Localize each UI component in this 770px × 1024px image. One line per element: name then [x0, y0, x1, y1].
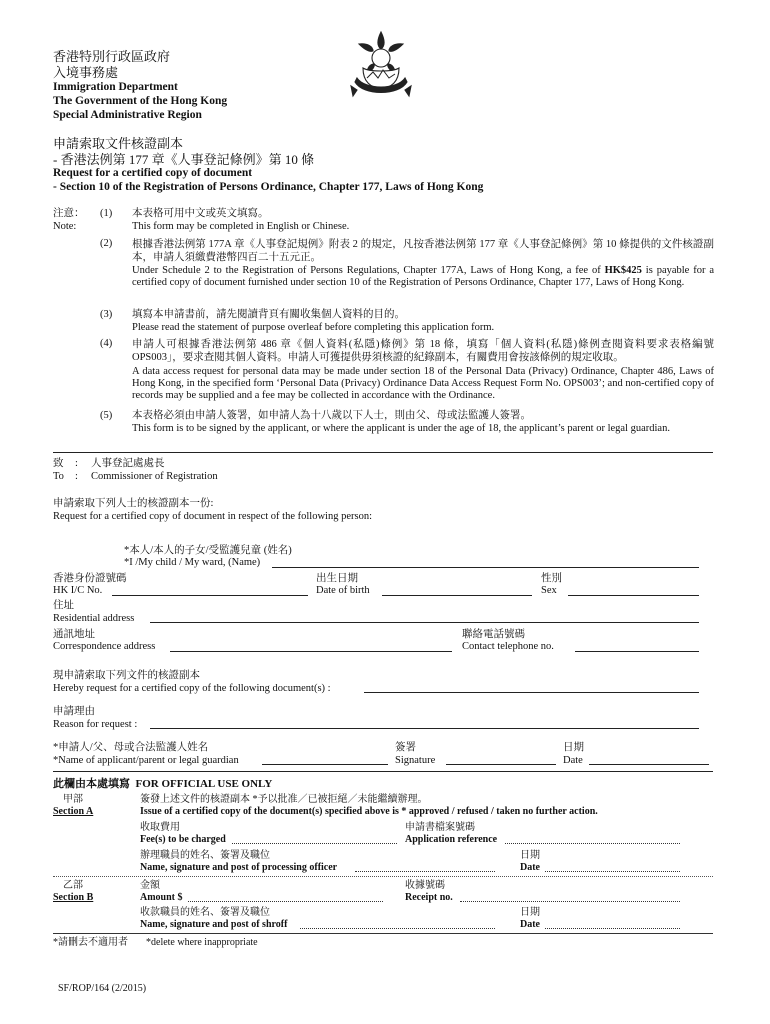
to-zh: 人事登記處處長 — [91, 458, 165, 469]
correspondence-address-field[interactable] — [170, 651, 452, 652]
signature-label-zh: 簽署 — [395, 742, 416, 753]
to-en: Commissioner of Registration — [91, 471, 218, 482]
date-field[interactable] — [589, 764, 709, 765]
receipt-label-en: Receipt no. — [405, 892, 453, 903]
documents-label-en: Hereby request for a certified copy of the following document(s) : — [53, 683, 331, 694]
request-zh: 申請索取下列人士的核證副本一份: — [53, 498, 214, 509]
section-b-zh: 乙部 — [63, 880, 83, 891]
residential-label-zh: 住址 — [53, 600, 74, 611]
officer-field[interactable] — [355, 871, 495, 872]
shroff-label-zh: 收款職員的姓名、簽署及職位 — [140, 907, 270, 918]
note-2-en-text-end: is payable for a certified copy of document furnished under section 10 of the Registration of Persons Ordinance, Chapter 177, Laws of Hong Kong. — [132, 265, 715, 288]
note-4-en: A data access request for personal data may be made under section 18 of the Personal Data (Privacy) Ordinance, Chapter 486, Laws of Hong Kong, in the specified form ‘Personal Data (Privacy) Ordinance Data Access Request Form No. OPS003’; and non-certified copy of records may be supplied and a fee may be collected in accordance with the Ordinance. — [132, 366, 714, 401]
footnote-en: *delete where inappropriate — [146, 937, 258, 948]
date-label-en: Date — [563, 755, 583, 766]
section-divider — [53, 876, 713, 877]
divider — [53, 771, 713, 772]
to-colon: : — [75, 458, 78, 469]
receipt-field[interactable] — [460, 901, 680, 902]
title-en-2: - Section 10 of the Registration of Persons Ordinance, Chapter 177, Laws of Hong Kong — [53, 181, 484, 193]
officer-label-en: Name, signature and post of processing officer — [140, 862, 338, 873]
note-number: (4) — [100, 338, 113, 349]
receipt-label-zh: 收據號碼 — [405, 880, 445, 891]
note-2-zh: 根據香港法例第 177A 章《人事登記規例》附表 2 的規定，凡按香港法例第 177 章《人事登記條例》第 10 條提供的文件核證副本，申請人須繳費港幣四百二十五元正。 — [132, 239, 714, 263]
correspondence-label-zh: 通訊地址 — [53, 629, 95, 640]
officer-label-zh: 辦理職員的姓名、簽署及職位 — [140, 850, 270, 861]
footnote-zh: *請刪去不適用者 — [53, 937, 128, 948]
app-ref-label-zh: 申請書檔案號碼 — [405, 822, 475, 833]
app-ref-label-en: Application reference — [405, 834, 498, 845]
applicant-label-zh: *申請人/父、母或合法監護人姓名 — [53, 742, 209, 753]
note-number: (5) — [100, 410, 113, 421]
date-a-label-en: Date — [520, 862, 540, 873]
fee-label-en: Fee(s) to be charged — [140, 834, 226, 845]
dept-name-en-2: The Government of the Hong Kong — [53, 95, 228, 107]
title-en-1: Request for a certified copy of document — [53, 167, 253, 179]
divider — [53, 452, 713, 453]
official-use-title — [53, 778, 272, 790]
date-b-label-en: Date — [520, 919, 540, 930]
divider — [53, 933, 713, 934]
documents-label-zh: 現申請索取下列文件的核證副本 — [53, 670, 200, 681]
request-en: Request for a certified copy of document in respect of the following person: — [53, 511, 372, 522]
note-number: (1) — [100, 208, 113, 219]
sex-label-zh: 性別 — [541, 573, 562, 584]
hkic-field[interactable] — [112, 595, 308, 596]
date-b-label-zh: 日期 — [520, 907, 540, 918]
signature-field[interactable] — [446, 764, 556, 765]
note-number: (3) — [100, 309, 113, 320]
amount-label-zh: 金額 — [140, 880, 160, 891]
app-ref-field[interactable] — [505, 843, 680, 844]
amount-field[interactable] — [188, 901, 383, 902]
to-colon: : — [75, 471, 78, 482]
sex-label-en: Sex — [541, 585, 557, 596]
fee-field[interactable] — [232, 843, 397, 844]
fee-amount: HK$425 — [604, 265, 642, 276]
correspondence-label-en: Correspondence address — [53, 641, 156, 652]
note-2-en-text: Under Schedule 2 to the Registration of Persons Regulations, Chapter 177A, Laws of Hong Kong, a fee of — [132, 265, 605, 276]
issue-zh: 簽發上述文件的核證副本 *予以批准／已被拒絕／未能繼續辦理。 — [140, 794, 428, 805]
hkic-label-zh: 香港身份證號碼 — [53, 573, 127, 584]
reason-label-zh: 申請理由 — [53, 706, 95, 717]
note-1-en: This form may be completed in English or Chinese. — [132, 221, 350, 232]
telephone-field[interactable] — [575, 651, 699, 652]
note-5-en: This form is to be signed by the applicant, or where the applicant is under the age of 18, the applicant’s parent or legal guardian. — [132, 423, 670, 434]
to-label-en: To — [53, 471, 64, 482]
telephone-label-zh: 聯絡電話號碼 — [462, 629, 525, 640]
date-a-label-zh: 日期 — [520, 850, 540, 861]
telephone-label-en: Contact telephone no. — [462, 641, 554, 652]
applicant-name-field[interactable] — [262, 764, 388, 765]
name-label-en: *I /My child / My ward, (Name) — [124, 557, 261, 568]
issue-en: Issue of a certified copy of the document(s) specified above is * approved / refused / taken no further action. — [140, 806, 598, 817]
residential-address-field[interactable] — [150, 622, 699, 623]
dept-name-en-3: Special Administrative Region — [53, 109, 202, 121]
note-1-zh: 本表格可用中文或英文填寫。 — [132, 208, 269, 219]
dept-name-zh-2: 入境事務處 — [53, 65, 119, 80]
amount-label-en: Amount $ — [140, 892, 183, 903]
dept-name-en-1: Immigration Department — [53, 81, 178, 93]
name-field[interactable] — [272, 567, 699, 568]
section-a-zh: 甲部 — [63, 794, 83, 805]
dob-field[interactable] — [382, 595, 532, 596]
date-b-field[interactable] — [545, 928, 680, 929]
shroff-field[interactable] — [300, 928, 495, 929]
form-number: SF/ROP/164 (2/2015) — [58, 983, 147, 994]
dob-label-en: Date of birth — [316, 585, 370, 596]
to-label-zh: 致 — [53, 458, 64, 469]
hkic-label-en: HK I/C No. — [53, 585, 103, 596]
residential-label-en: Residential address — [53, 613, 135, 624]
reason-field[interactable] — [150, 728, 699, 729]
official-title-en: FOR OFFICIAL USE ONLY — [135, 778, 273, 790]
note-3-en: Please read the statement of purpose overleaf before completing this application form. — [132, 322, 495, 333]
date-label-zh: 日期 — [563, 742, 584, 753]
sex-field[interactable] — [568, 595, 699, 596]
hksar-emblem-icon — [345, 24, 417, 110]
note-label-zh: 注意： — [53, 208, 85, 219]
signature-label-en: Signature — [395, 755, 436, 766]
section-b-en: Section B — [53, 892, 94, 903]
note-5-zh: 本表格必須由申請人簽署，如申請人為十八歲以下人士，則由父、母或法監護人簽署。 — [132, 410, 531, 421]
official-title-zh: 此欄由本處填寫 — [53, 778, 130, 790]
note-3-zh: 填寫本申請書前，請先閱讀背頁有關收集個人資料的目的。 — [132, 309, 405, 320]
dob-label-zh: 出生日期 — [316, 573, 358, 584]
fee-label-zh: 收取費用 — [140, 822, 180, 833]
name-label-zh: *本人/本人的子女/受監護兒童 (姓名) — [124, 545, 292, 556]
note-label-en: Note: — [53, 221, 77, 232]
documents-field[interactable] — [364, 692, 699, 693]
note-2-en — [132, 265, 714, 289]
section-a-en: Section A — [53, 806, 94, 817]
title-zh-2: - 香港法例第 177 章《人事登記條例》第 10 條 — [53, 152, 315, 167]
note-number: (2) — [100, 238, 113, 249]
reason-label-en: Reason for request : — [53, 719, 138, 730]
note-4-zh: 申請人可根據香港法例第 486 章《個人資料(私隱)條例》第 18 條，填寫「個人資料(私隱)條例查閱資料要求表格編號 OPS003」，要求查閱其個人資料。申請人可獲提供毋須核證的紀錄副本，有關費用會按該條例的規定收取。 — [132, 339, 714, 363]
dept-name-zh-1: 香港特別行政區政府 — [53, 49, 171, 64]
title-zh-1: 申請索取文件核證副本 — [53, 136, 184, 151]
date-a-field[interactable] — [545, 871, 680, 872]
shroff-label-en: Name, signature and post of shroff — [140, 919, 288, 930]
applicant-label-en: *Name of applicant/parent or legal guardian — [53, 755, 239, 766]
